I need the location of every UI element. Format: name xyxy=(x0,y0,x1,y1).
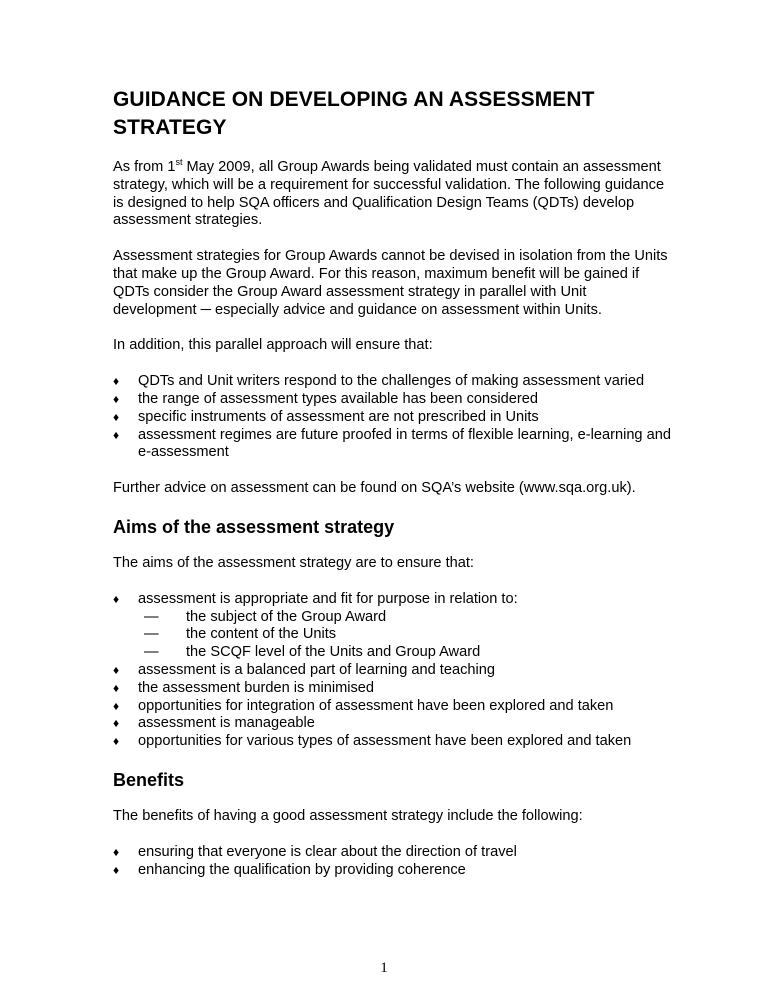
list-item xyxy=(113,391,673,409)
list-item xyxy=(113,373,673,391)
diamond-bullet-icon: ♦ xyxy=(113,734,120,749)
diamond-bullet-icon: ♦ xyxy=(113,844,120,859)
intro-paragraph-4: Further advice on assessment can be found on SQA’s website (www.sqa.org.uk). xyxy=(113,480,636,497)
list-item xyxy=(113,862,673,880)
intro-paragraph-1 xyxy=(113,159,673,230)
aims-sub-list xyxy=(138,609,673,662)
list-item xyxy=(113,680,673,698)
sub-list-item xyxy=(138,626,673,644)
list-item xyxy=(113,662,673,680)
sub-list-item-text: the content of the Units xyxy=(186,626,337,643)
list-item xyxy=(113,409,673,427)
dash-bullet-icon: — xyxy=(144,626,159,643)
page-content xyxy=(113,86,673,897)
dash-bullet-icon: — xyxy=(144,644,159,661)
list-item-text: ensuring that everyone is clear about the direction of travel xyxy=(138,843,517,860)
ordinal-superscript: st xyxy=(175,157,183,167)
diamond-bullet-icon: ♦ xyxy=(113,698,120,713)
list-item xyxy=(113,698,673,716)
diamond-bullet-icon: ♦ xyxy=(113,409,120,424)
aims-bullet-list xyxy=(113,591,673,751)
diamond-bullet-icon: ♦ xyxy=(113,862,120,877)
sub-list-item xyxy=(138,644,673,662)
list-item-text: assessment regimes are future proofed in terms of flexible learning, e-learning and e-assessment xyxy=(138,426,671,461)
benefits-heading: Benefits xyxy=(113,769,185,790)
aims-lead: The aims of the assessment strategy are to ensure that: xyxy=(113,554,474,571)
intro-p1-rest: May 2009, all Group Awards being validated must contain an assessment strategy, which will be a requirement for successful validation. The following guidance is designed to help SQA officers and Qualification Design Teams (QDTs) develop assessment strategies. xyxy=(113,159,665,229)
document-title: GUIDANCE ON DEVELOPING AN ASSESSMENT STRATEGY xyxy=(113,88,595,139)
sub-list-item-text: the subject of the Group Award xyxy=(186,608,387,625)
list-item-text: specific instruments of assessment are not prescribed in Units xyxy=(138,408,539,425)
diamond-bullet-icon: ♦ xyxy=(113,591,120,606)
list-item xyxy=(113,427,673,463)
list-item xyxy=(113,844,673,862)
dash-bullet-icon: — xyxy=(144,608,159,625)
diamond-bullet-icon: ♦ xyxy=(113,374,120,389)
list-item-text: assessment is appropriate and fit for purpose in relation to: xyxy=(138,590,518,607)
list-item-text: opportunities for integration of assessment have been explored and taken xyxy=(138,697,614,714)
benefits-lead: The benefits of having a good assessment strategy include the following: xyxy=(113,807,583,824)
list-item xyxy=(113,733,673,751)
list-item-text: enhancing the qualification by providing coherence xyxy=(138,861,466,878)
diamond-bullet-icon: ♦ xyxy=(113,391,120,406)
list-item-text: QDTs and Unit writers respond to the challenges of making assessment varied xyxy=(138,373,645,390)
list-item xyxy=(113,715,673,733)
intro-bullet-list xyxy=(113,373,673,462)
benefits-bullet-list xyxy=(113,844,673,880)
diamond-bullet-icon: ♦ xyxy=(113,716,120,731)
list-item xyxy=(113,591,673,662)
intro-paragraph-2: Assessment strategies for Group Awards cannot be devised in isolation from the Units that make up the Group Award. For this reason, maximum benefit will be gained if QDTs consider the Group Award assessment strategy in parallel with Unit development ─ especially advice and guidance on assessment within Units. xyxy=(113,248,668,318)
diamond-bullet-icon: ♦ xyxy=(113,680,120,695)
aims-heading: Aims of the assessment strategy xyxy=(113,516,395,537)
list-item-text: the assessment burden is minimised xyxy=(138,679,375,696)
sub-list-item xyxy=(138,609,673,627)
intro-paragraph-3: In addition, this parallel approach will ensure that: xyxy=(113,337,433,354)
intro-p1-start: As from 1 xyxy=(113,159,176,175)
list-item-text: opportunities for various types of assessment have been explored and taken xyxy=(138,733,632,750)
list-item-text: assessment is manageable xyxy=(138,715,315,732)
page-number: 1 xyxy=(380,960,388,976)
list-item-text: the range of assessment types available has been considered xyxy=(138,390,538,407)
list-item-text: assessment is a balanced part of learning and teaching xyxy=(138,661,495,678)
diamond-bullet-icon: ♦ xyxy=(113,427,120,442)
diamond-bullet-icon: ♦ xyxy=(113,662,120,677)
sub-list-item-text: the SCQF level of the Units and Group Award xyxy=(186,644,481,661)
